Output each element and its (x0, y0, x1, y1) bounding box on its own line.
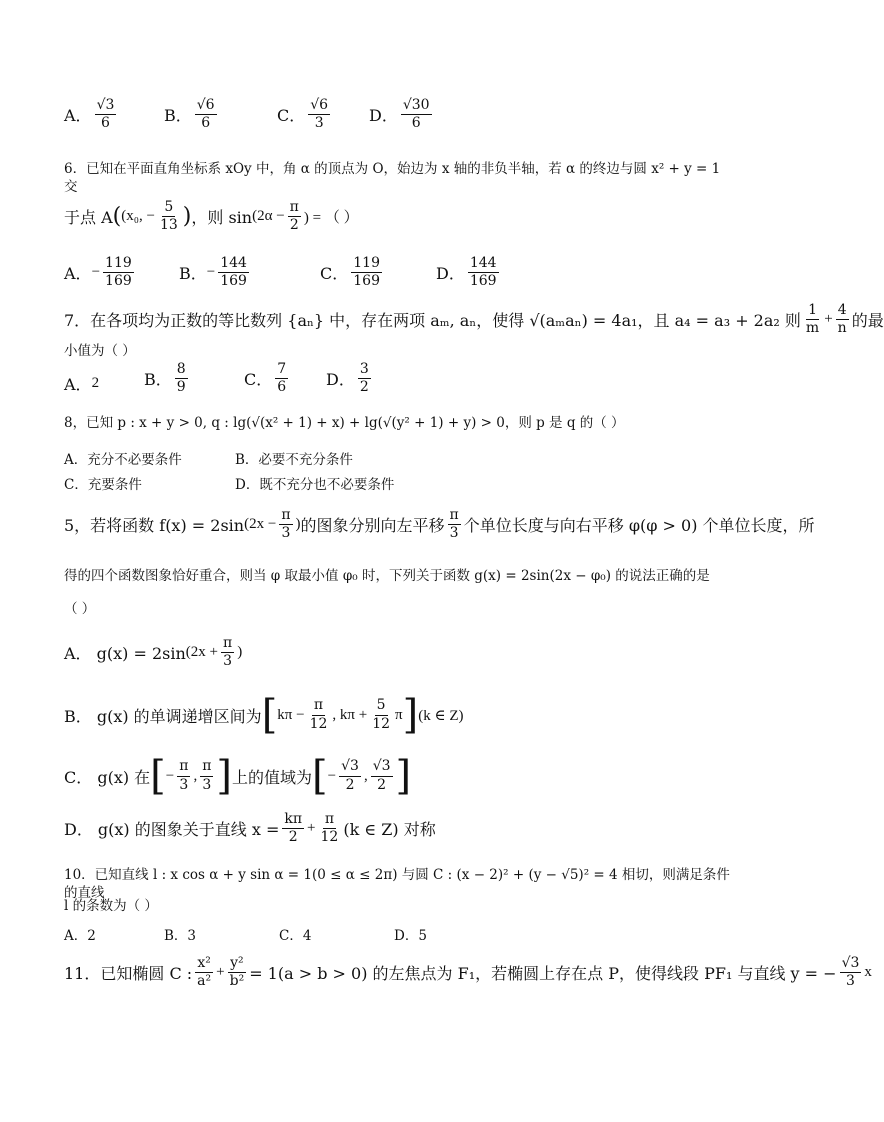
q7-stem-line1: 7．在各项均为正数的等比数列 {aₙ} 中，存在两项 aₘ, aₙ，使得 √(aₘaₙ) = 4a₁，且 a₄ = a₃ + 2a₂ 则 $\frac{1}{m}$ + $\frac{4}{n}$ 的最 (64, 302, 884, 337)
q6-option-d: D． $\frac{144}{169}$ (436, 255, 497, 290)
q7-option-d-fraction: $\frac{3}{2}$ (359, 361, 369, 396)
q7-fraction-1: $\frac{1}{m}$ (805, 302, 820, 337)
q6-stem-line2: 于点 A ( (x₀, − $\frac{5}{13}$ ) ，则 sin (2α − $\frac{\pi}{2}$ ) = （ ） (64, 199, 359, 234)
q5-option-d: D． $\frac{√30}{6}$ (369, 97, 430, 132)
q6-option-c-fraction: $\frac{119}{169}$ (353, 255, 380, 290)
q5-option-a: A． $\frac{√3}{6}$ (64, 97, 115, 132)
q10-options (64, 924, 484, 944)
q9-option-b-fraction-1: $\frac{\pi}{12}$ (309, 697, 328, 732)
q6-point-fraction: $\frac{5}{13}$ (159, 199, 178, 234)
q9-option-d-fraction-2: $\frac{\pi}{12}$ (320, 811, 339, 846)
q10-option-c: C．4 (279, 928, 312, 944)
q9-option-c-range-1: $\frac{\pi}{3}$ (179, 758, 189, 793)
q6-option-d-fraction: $\frac{144}{169}$ (469, 255, 497, 290)
q6-point: (x₀, − (121, 208, 155, 225)
q8-option-a: A．充分不必要条件 (64, 452, 182, 468)
q6-option-b: B． − $\frac{144}{169}$ (179, 255, 247, 290)
q9-option-c: C． g(x) 在 [ − $\frac{\pi}{3}$ , $\frac{\pi}{3}$ ] 上的值域为 [ − $\frac{√3}{2}$ , $\frac{√3}{2}$ ] (64, 753, 412, 799)
q10-option-d: D．5 (394, 928, 427, 944)
q9-option-b: B． g(x) 的单调递增区间为 [ kπ − $\frac{\pi}{12}$ , kπ + $\frac{5}{12}$ π ] (k ∈ Z) (64, 692, 464, 738)
q7-option-c-fraction: $\frac{7}{6}$ (277, 361, 287, 396)
q9-stem-line2: 得的四个函数图象恰好重合，则当 φ 取最小值 φ₀ 时，下列关于函数 g(x) = 2sin(2x − φ₀) 的说法正确的是 (64, 568, 710, 584)
q11-stem: 11．已知椭圆 C : $\frac{\text{x²}}{\text{a²}}$ + $\frac{\text{y²}}{\text{b²}}$ = 1(a > b > 0) 的左焦点为 F₁，若椭圆上存在点 P，使得线段 PF₁ 与直线 y = − $\frac{√3}{3}$ x (64, 955, 872, 990)
q7-options (64, 362, 484, 406)
q10-option-b: B．3 (164, 928, 197, 944)
q10-stem-line1: 10．已知直线 l : x cos α + y sin α = 1(0 ≤ α ≤ 2π) 与圆 C : (x − 2)² + (y − √5)² = 4 相切，则满足条件的直线 (64, 867, 730, 902)
q8-option-b: B．必要不充分条件 (235, 452, 353, 468)
q7-option-c: C． $\frac{7}{6}$ (244, 361, 287, 396)
q6-option-a: A． − $\frac{119}{169}$ (64, 255, 132, 290)
q6-option-a-fraction: $\frac{119}{169}$ (105, 255, 132, 290)
q9-arg-fraction: $\frac{\pi}{3}$ (281, 507, 291, 542)
q11-fraction-1: $\frac{\text{x²}}{\text{a²}}$ (197, 955, 212, 990)
q5-option-c: C． $\frac{√6}{3}$ (277, 97, 329, 132)
q10-option-a: A．2 (64, 928, 96, 944)
q11-fraction-3: $\frac{√3}{3}$ (841, 955, 860, 990)
q7-stem-line2: 小值为（ ） (64, 343, 136, 359)
q6-sin-fraction: $\frac{\pi}{2}$ (289, 199, 299, 234)
q5-option-a-fraction: $\frac{√3}{6}$ (96, 97, 115, 132)
q7-option-a: A． 2 (64, 375, 100, 394)
q9-option-c-value-1: $\frac{√3}{2}$ (341, 758, 359, 793)
q9-option-b-fraction-2: $\frac{5}{12}$ (372, 697, 391, 732)
q5-option-b-fraction: $\frac{√6}{6}$ (196, 97, 215, 132)
q9-option-d: D． g(x) 的图象关于直线 x = $\frac{k\pi}{2}$ + $\frac{\pi}{12}$ (k ∈ Z) 对称 (64, 811, 436, 846)
q8-option-c: C．充要条件 (64, 477, 142, 493)
q9-option-c-range-2: $\frac{\pi}{3}$ (202, 758, 212, 793)
q7-option-d: D． $\frac{3}{2}$ (326, 361, 369, 396)
q7-fraction-2: $\frac{4}{n}$ (837, 302, 847, 337)
q9-option-c-value-2: $\frac{√3}{2}$ (372, 758, 391, 793)
q11-fraction-2: $\frac{\text{y²}}{\text{b²}}$ (229, 955, 245, 990)
q6-stem-line1: 6．已知在平面直角坐标系 xOy 中，角 α 的顶点为 O，始边为 x 轴的非负半轴，若 α 的终边与圆 x² + y = 1 交 (64, 161, 721, 196)
q7-option-b: B． $\frac{8}{9}$ (144, 361, 186, 396)
q9-shift-fraction: $\frac{\pi}{3}$ (449, 507, 459, 542)
q6-options (64, 256, 564, 300)
q9-stem-line3: （ ） (64, 601, 96, 617)
q5-options (64, 98, 484, 144)
q9-option-a: A． g(x) = 2sin (2x + $\frac{\pi}{3}$ ) (64, 635, 243, 670)
q8-stem: 8，已知 p : x + y > 0, q : lg(√(x² + 1) + x) + lg(√(y² + 1) + y) > 0，则 p 是 q 的（ ） (64, 415, 625, 431)
q10-stem-line2: l 的条数为（ ） (64, 898, 158, 914)
q8-option-d: D．既不充分也不必要条件 (235, 477, 395, 493)
q9-option-d-fraction-1: $\frac{k\pi}{2}$ (284, 811, 303, 846)
q8-options (64, 448, 464, 492)
q9-option-a-fraction: $\frac{\pi}{3}$ (223, 635, 233, 670)
q7-option-b-fraction: $\frac{8}{9}$ (176, 361, 186, 396)
q6-option-c: C． $\frac{119}{169}$ (320, 255, 380, 290)
q6-option-b-fraction: $\frac{144}{169}$ (220, 255, 247, 290)
q5-option-d-fraction: $\frac{√30}{6}$ (402, 97, 430, 132)
q5-option-c-fraction: $\frac{√6}{3}$ (310, 97, 329, 132)
q9-stem-line1: 5，若将函数 f(x) = 2sin (2x − $\frac{\pi}{3}$ ) 的图象分别向左平移 $\frac{\pi}{3}$ 个单位长度与向右平移 φ(φ > 0) 个单位长度，所 (64, 507, 815, 542)
q5-option-b: B． $\frac{√6}{6}$ (164, 97, 215, 132)
